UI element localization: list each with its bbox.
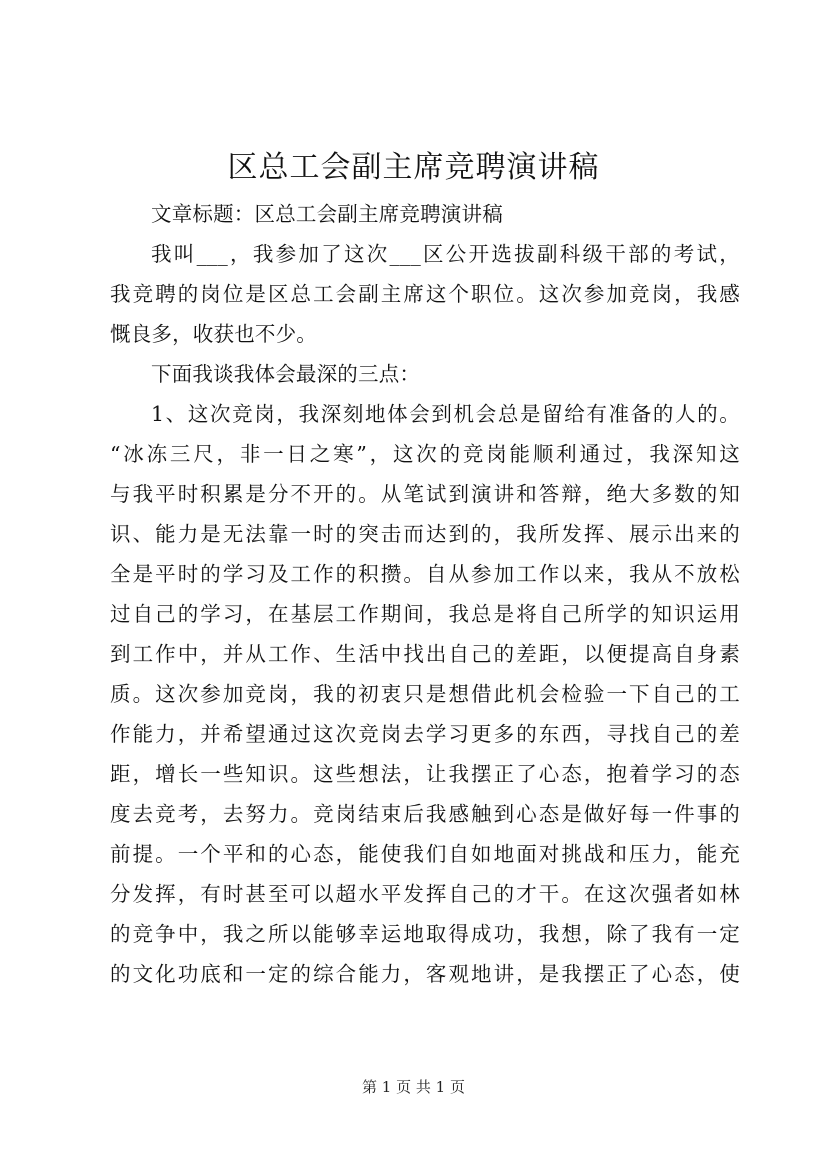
body-line: 过自己的学习，在基层工作期间，我总是将自己所学的知识运用 bbox=[110, 602, 740, 626]
body-line: 识、能力是无法靠一时的突击而达到的，我所发挥、展示出来的 bbox=[110, 522, 740, 546]
body-line: “冰冻三尺，非一日之寒”，这次的竞岗能顺利通过，我深知这 bbox=[110, 442, 740, 466]
body-line: 与我平时积累是分不开的。从笔试到演讲和答辩，绝大多数的知 bbox=[110, 482, 740, 506]
body-line: 前提。一个平和的心态，能使我们自如地面对挑战和压力，能充 bbox=[110, 842, 740, 866]
page-footer: 第 1 页 共 1 页 bbox=[362, 1078, 465, 1096]
document-title: 区总工会副主席竞聘演讲稿 bbox=[227, 150, 600, 185]
body-line: 慨良多，收获也不少。 bbox=[110, 322, 317, 346]
body-line: 作能力，并希望通过这次竞岗去学习更多的东西，寻找自己的差 bbox=[110, 722, 740, 746]
body-line: 距，增长一些知识。这些想法，让我摆正了心态，抱着学习的态 bbox=[110, 762, 740, 786]
document-body bbox=[110, 194, 740, 994]
body-line: 下面我谈我体会最深的三点： bbox=[151, 362, 421, 386]
body-line: 1、这次竞岗，我深刻地体会到机会总是留给有准备的人的。 bbox=[151, 402, 740, 426]
body-line: 度去竞考，去努力。竞岗结束后我感触到心态是做好每一件事的 bbox=[110, 802, 740, 826]
body-line: 分发挥，有时甚至可以超水平发挥自己的才干。在这次强者如林 bbox=[110, 882, 740, 906]
body-line: 的文化功底和一定的综合能力，客观地讲，是我摆正了心态，使 bbox=[110, 962, 740, 986]
body-line: 我竞聘的岗位是区总工会副主席这个职位。这次参加竞岗，我感 bbox=[110, 282, 740, 306]
body-line: 到工作中，并从工作、生活中找出自己的差距，以便提高自身素 bbox=[110, 642, 740, 666]
body-line: 质。这次参加竞岗，我的初衷只是想借此机会检验一下自己的工 bbox=[110, 682, 740, 706]
body-line: 我叫___，我参加了这次___区公开选拔副科级干部的考试， bbox=[151, 242, 740, 266]
body-line: 文章标题：区总工会副主席竞聘演讲稿 bbox=[151, 202, 503, 226]
body-line: 全是平时的学习及工作的积攒。自从参加工作以来，我从不放松 bbox=[110, 562, 740, 586]
body-line: 的竞争中，我之所以能够幸运地取得成功，我想，除了我有一定 bbox=[110, 922, 740, 946]
